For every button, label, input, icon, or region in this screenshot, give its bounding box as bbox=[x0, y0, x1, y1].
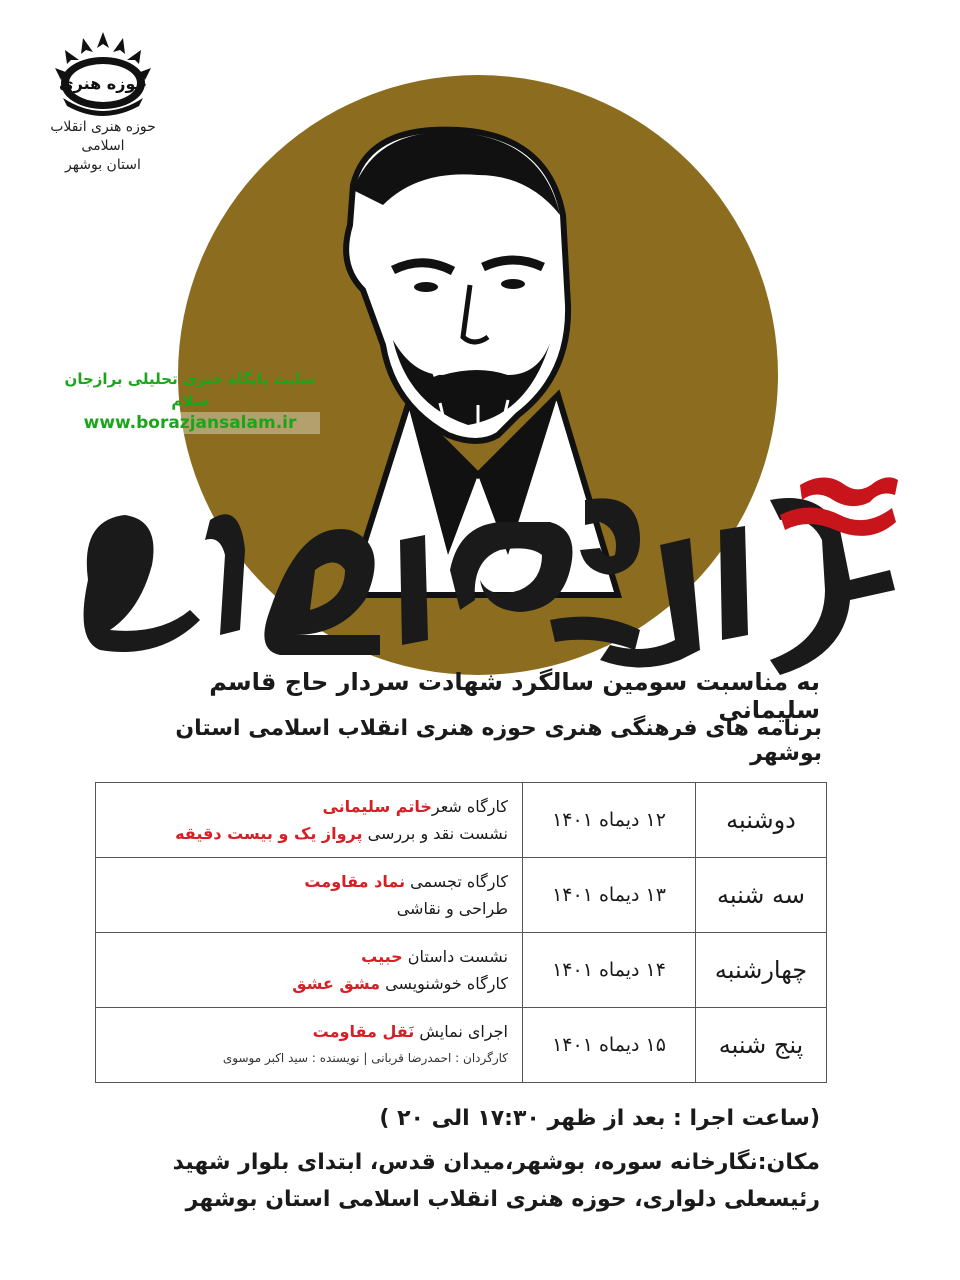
logo-org-name: حوزه هنری انقلاب اسلامی bbox=[50, 119, 156, 154]
event-label: نشست داستان bbox=[402, 947, 508, 966]
day-cell: سه شنبه bbox=[696, 858, 827, 933]
logo-province: استان بوشهر bbox=[65, 157, 141, 173]
event-label: نشست نقد و بررسی bbox=[362, 824, 508, 843]
table-row bbox=[96, 1008, 827, 1083]
event-line bbox=[96, 793, 508, 820]
event-title: مشق عشق bbox=[292, 974, 381, 993]
program-subheadline: برنامه های فرهنگی هنری حوزه هنری انقلاب اسلامی استان بوشهر bbox=[175, 716, 822, 766]
event-label: کارگاه خوشنویسی bbox=[380, 974, 508, 993]
day-cell: چهارشنبه bbox=[696, 933, 827, 1008]
event-line bbox=[96, 970, 508, 997]
schedule-table bbox=[95, 782, 827, 1083]
date-cell: ۱۵ دیماه ۱۴۰۱ bbox=[523, 1008, 696, 1083]
event-line bbox=[96, 1018, 508, 1045]
date-cell: ۱۴ دیماه ۱۴۰۱ bbox=[523, 933, 696, 1008]
events-cell bbox=[96, 933, 523, 1008]
event-title: نماد مقاومت bbox=[304, 872, 406, 891]
site-watermark bbox=[60, 368, 320, 434]
table-row bbox=[96, 783, 827, 858]
events-cell bbox=[96, 783, 523, 858]
table-row bbox=[96, 933, 827, 1008]
watermark-site-name: سایت پایگاه خبری تحلیلی برازجان سلام bbox=[64, 370, 316, 410]
hozeh-honari-logo bbox=[28, 28, 178, 188]
event-title: خاتم سلیمانی bbox=[322, 797, 432, 816]
svg-text:حوزه هنری: حوزه هنری bbox=[58, 74, 148, 93]
event-label: کارگاه تجسمی bbox=[405, 872, 508, 891]
occasion-headline: به مناسبت سومین سالگرد شهادت سردار حاج قاسم سلیمانی bbox=[209, 668, 820, 724]
lotus-emblem-icon bbox=[43, 28, 163, 118]
event-label: اجرای نمایش bbox=[414, 1022, 508, 1041]
date-cell: ۱۳ دیماه ۱۴۰۱ bbox=[523, 858, 696, 933]
performance-time: (ساعت اجرا : بعد از ظهر ۱۷:۳۰ الی ۲۰ ) bbox=[379, 1106, 820, 1131]
calligraphy-title bbox=[80, 460, 900, 680]
event-title: نَقل مقاومت bbox=[312, 1022, 415, 1041]
event-label: طراحی و نقاشی bbox=[396, 899, 508, 918]
events-cell bbox=[96, 1008, 523, 1083]
events-cell bbox=[96, 858, 523, 933]
day-cell: دوشنبه bbox=[696, 783, 827, 858]
event-title: پرواز یک و بیست دقیقه bbox=[175, 824, 363, 843]
venue-line-1: مکان:نگارخانه سوره، بوشهر،میدان قدس، ابتدای بلوار شهید bbox=[172, 1150, 820, 1175]
event-line bbox=[96, 820, 508, 847]
venue-line-2: رئیسعلی دلواری، حوزه هنری انقلاب اسلامی استان بوشهر bbox=[185, 1187, 820, 1212]
event-line bbox=[96, 943, 508, 970]
date-cell: ۱۲ دیماه ۱۴۰۱ bbox=[523, 783, 696, 858]
watermark-url: www.borazjansalam.ir bbox=[60, 412, 320, 434]
event-title: حبیب bbox=[361, 947, 403, 966]
event-line bbox=[96, 868, 508, 895]
event-credits: کارگردان : احمدرضا قربانی | نویسنده : سید اکبر موسوی bbox=[222, 1051, 508, 1065]
day-cell: پنج شنبه bbox=[696, 1008, 827, 1083]
table-row bbox=[96, 858, 827, 933]
event-label: کارگاه شعر bbox=[431, 797, 508, 816]
event-line bbox=[96, 895, 508, 922]
